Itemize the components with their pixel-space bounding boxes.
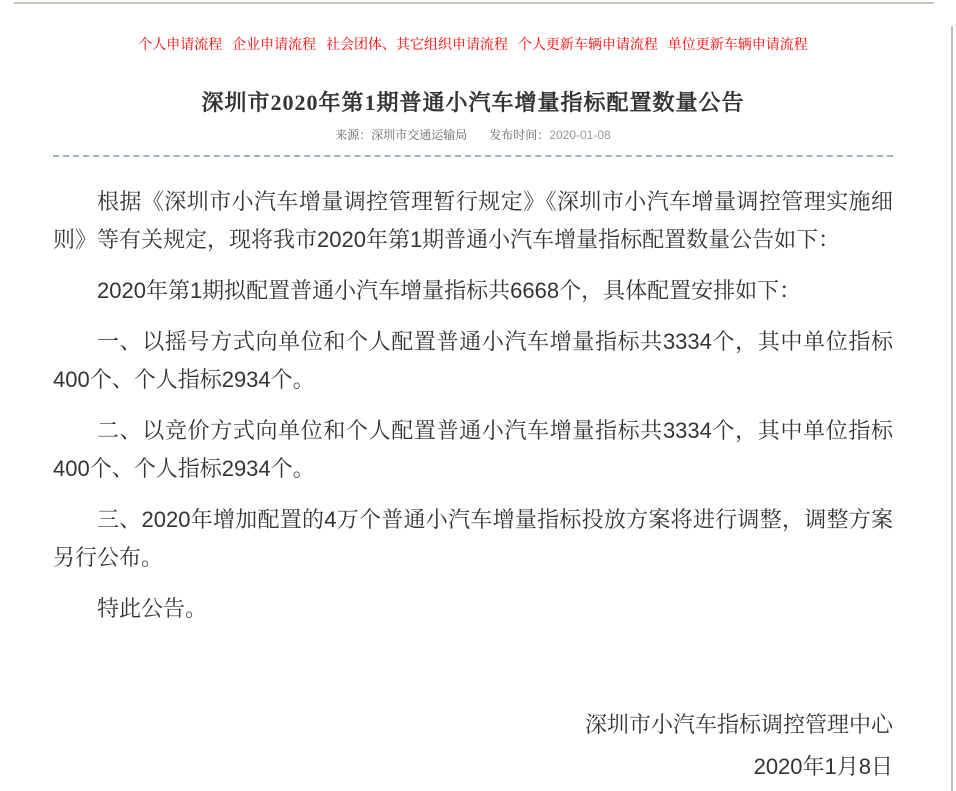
signature-block	[53, 704, 893, 788]
paragraph-adjustment-plan: 三、2020年增加配置的4万个普通小汽车增量指标投放方案将进行调整，调整方案另行公布。	[53, 507, 893, 570]
paragraph-closing: 特此公告。	[97, 596, 208, 621]
dashed-divider	[53, 155, 893, 157]
nav-link-organization-apply[interactable]: 社会团体、其它组织申请流程	[326, 36, 508, 52]
paragraph-basis: 根据《深圳市小汽车增量调控管理暂行规定》《深圳市小汽车增量调控管理实施细则》等有关规定，现将我市2020年第1期普通小汽车增量指标配置数量公告如下：	[53, 189, 893, 252]
page-title: 深圳市2020年第1期普通小汽车增量指标配置数量公告	[201, 90, 745, 115]
source-label: 来源：深圳市交通运输局	[335, 128, 468, 142]
announcement-page	[53, 0, 893, 788]
nav-link-personal-renew-vehicle[interactable]: 个人更新车辆申请流程	[517, 36, 658, 52]
paragraph-auction-quota: 二、以竞价方式向单位和个人配置普通小汽车增量指标共3334个，其中单位指标400个、个人指标2934个。	[53, 418, 893, 481]
meta-line	[53, 126, 893, 155]
signature-org: 深圳市小汽车指标调控管理中心	[584, 712, 893, 737]
announcement-body	[53, 183, 893, 788]
application-flow-links	[53, 0, 893, 52]
paragraph-total-quota: 2020年第1期拟配置普通小汽车增量指标共6668个，具体配置安排如下：	[97, 278, 802, 303]
paragraph-lottery-quota: 一、以摇号方式向单位和个人配置普通小汽车增量指标共3334个，其中单位指标400个、个人指标2934个。	[53, 329, 893, 392]
nav-link-personal-apply[interactable]: 个人申请流程	[138, 36, 223, 52]
signature-date: 2020年1月8日	[753, 754, 893, 779]
publish-date: 2020-01-08	[549, 128, 611, 142]
right-border-line	[951, 26, 953, 791]
nav-link-enterprise-apply[interactable]: 企业申请流程	[232, 36, 317, 52]
nav-link-unit-renew-vehicle[interactable]: 单位更新车辆申请流程	[667, 36, 808, 52]
publish-time-label: 发布时间：	[489, 128, 550, 142]
top-border-line	[14, 2, 934, 4]
